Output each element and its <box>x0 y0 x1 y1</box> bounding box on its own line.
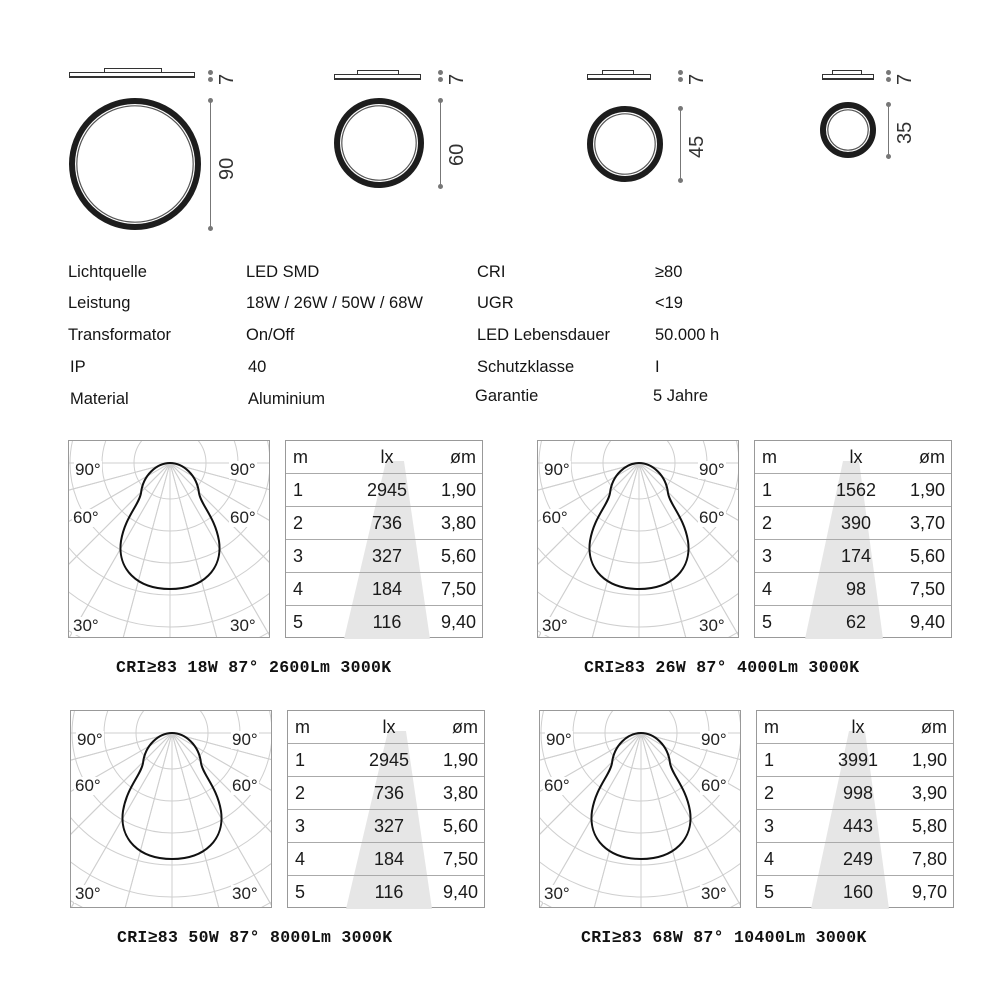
cell-lx: 249 <box>842 849 874 869</box>
photometric-caption: CRI≥83 68W 87° 10400Lm 3000K <box>581 928 867 947</box>
angle-label-60-right: 60° <box>701 776 727 795</box>
height-label: 7 <box>894 73 916 85</box>
fixture-side-cap <box>832 70 862 74</box>
col-om: øm <box>452 717 478 737</box>
fixture-ring <box>587 106 663 182</box>
cell-m: 2 <box>764 783 775 803</box>
cell-lx: 2945 <box>368 750 410 770</box>
table-row <box>755 540 951 573</box>
cell-lx: 98 <box>845 579 867 599</box>
dimension-dot <box>208 226 213 231</box>
spec-value: 40 <box>248 358 267 376</box>
spec-value: ≥80 <box>655 263 683 281</box>
polar-diagram <box>539 710 741 908</box>
dimension-dot <box>886 77 891 82</box>
cell-om: 5,60 <box>442 816 478 836</box>
spec-label: Material <box>70 390 129 408</box>
cell-lx: 998 <box>842 783 874 803</box>
cell-om: 3,90 <box>911 783 947 803</box>
cell-om: 1,90 <box>442 750 478 770</box>
col-om: øm <box>921 717 947 737</box>
cell-om: 3,80 <box>440 513 476 533</box>
angle-label-90-right: 90° <box>232 730 258 749</box>
angle-label-60-right: 60° <box>232 776 258 795</box>
dimension-dot <box>208 98 213 103</box>
cell-lx: 2945 <box>366 480 408 500</box>
cell-m: 3 <box>293 546 304 566</box>
fixture-side-cap <box>602 70 634 74</box>
angle-label-30-left: 30° <box>75 884 101 903</box>
col-m: m <box>295 717 310 737</box>
fixture-side-view <box>69 72 195 78</box>
spec-label: CRI <box>477 263 506 281</box>
dimension-dot <box>438 70 443 75</box>
cell-lx: 3991 <box>837 750 879 770</box>
col-m: m <box>764 717 779 737</box>
cell-om: 1,90 <box>440 480 476 500</box>
fixture-35 <box>815 60 935 170</box>
cell-m: 4 <box>295 849 306 869</box>
cell-m: 5 <box>295 882 306 902</box>
angle-label-60-right: 60° <box>699 508 725 527</box>
col-lx: lx <box>849 447 863 467</box>
cell-om: 7,50 <box>442 849 478 869</box>
table-row <box>286 507 482 540</box>
dimension-line <box>210 100 211 228</box>
angle-label-90-left: 90° <box>544 460 570 479</box>
angle-label-90-right: 90° <box>701 730 727 749</box>
spec-value: On/Off <box>246 326 295 344</box>
col-om: øm <box>919 447 945 467</box>
photometric-caption: CRI≥83 18W 87° 2600Lm 3000K <box>116 658 392 677</box>
dimension-dot <box>886 102 891 107</box>
cell-lx: 736 <box>371 513 403 533</box>
spec-value: 50.000 h <box>655 326 720 344</box>
diameter-label: 45 <box>686 135 708 158</box>
table-row <box>288 744 484 777</box>
table-row <box>755 573 951 606</box>
cell-m: 1 <box>762 480 773 500</box>
dimension-dot <box>208 70 213 75</box>
table-row <box>757 810 953 843</box>
cell-lx: 116 <box>374 882 404 902</box>
table-row <box>757 843 953 876</box>
dimension-dot <box>438 184 443 189</box>
illuminance-table <box>285 440 483 638</box>
height-label: 7 <box>216 73 238 85</box>
spec-label: Leistung <box>68 294 131 312</box>
cell-om: 3,70 <box>909 513 945 533</box>
angle-label-90-left: 90° <box>75 460 101 479</box>
spec-label: UGR <box>477 294 514 312</box>
dimension-dot <box>208 77 213 82</box>
cell-om: 5,80 <box>911 816 947 836</box>
spec-label: Garantie <box>475 387 539 405</box>
polar-spoke <box>71 730 172 908</box>
photometric-caption: CRI≥83 50W 87° 8000Lm 3000K <box>117 928 393 947</box>
illuminance-table <box>287 710 485 908</box>
cell-om: 9,40 <box>909 612 945 632</box>
angle-label-90-left: 90° <box>546 730 572 749</box>
spec-value: <19 <box>655 294 683 312</box>
cell-om: 9,70 <box>911 882 947 902</box>
angle-label-30-left: 30° <box>73 616 99 635</box>
angle-label-30-right: 30° <box>699 616 725 635</box>
diameter-label: 90 <box>216 157 238 180</box>
table-row <box>286 573 482 606</box>
illuminance-table <box>754 440 952 638</box>
table-row <box>757 744 953 777</box>
cell-lx: 116 <box>372 612 402 632</box>
table-row <box>286 474 482 507</box>
polar-diagram <box>70 710 272 908</box>
cell-lx: 62 <box>845 612 867 632</box>
angle-label-60-left: 60° <box>73 508 99 527</box>
cell-om: 9,40 <box>442 882 478 902</box>
cell-m: 3 <box>295 816 306 836</box>
angle-label-90-right: 90° <box>230 460 256 479</box>
table-row <box>755 606 951 639</box>
cell-om: 5,60 <box>440 546 476 566</box>
table-header <box>755 441 951 474</box>
cell-om: 1,90 <box>911 750 947 770</box>
spec-label: Transformator <box>68 326 171 344</box>
polar-spoke <box>69 460 170 638</box>
polar-spoke <box>538 460 639 638</box>
table-row <box>288 810 484 843</box>
table-row <box>288 777 484 810</box>
cell-m: 3 <box>764 816 775 836</box>
cell-lx: 390 <box>840 513 872 533</box>
cell-om: 1,90 <box>909 480 945 500</box>
cell-m: 2 <box>295 783 306 803</box>
col-m: m <box>293 447 308 467</box>
polar-spoke <box>540 730 641 908</box>
fixture-ring <box>820 102 876 158</box>
fixture-ring <box>69 98 201 230</box>
angle-label-60-left: 60° <box>75 776 101 795</box>
table-row <box>288 843 484 876</box>
cell-m: 5 <box>293 612 304 632</box>
table-header <box>288 711 484 744</box>
cell-m: 1 <box>295 750 306 770</box>
table-header <box>286 441 482 474</box>
cell-lx: 160 <box>842 882 874 902</box>
cell-lx: 736 <box>373 783 405 803</box>
polar-diagram <box>537 440 739 638</box>
dimension-dot <box>678 106 683 111</box>
spec-value: Aluminium <box>248 390 326 408</box>
cell-lx: 1562 <box>835 480 877 500</box>
angle-label-30-right: 30° <box>232 884 258 903</box>
cell-om: 7,80 <box>911 849 947 869</box>
fixture-side-cap <box>357 70 399 74</box>
cell-m: 4 <box>293 579 304 599</box>
cell-m: 2 <box>762 513 773 533</box>
cell-lx: 174 <box>840 546 872 566</box>
col-lx: lx <box>382 717 396 737</box>
angle-label-60-left: 60° <box>542 508 568 527</box>
diameter-label: 35 <box>894 121 916 144</box>
table-row <box>757 876 953 909</box>
dimension-dot <box>678 70 683 75</box>
fixture-side-view <box>334 74 421 80</box>
cell-om: 7,50 <box>440 579 476 599</box>
col-om: øm <box>450 447 476 467</box>
fixture-60 <box>325 60 485 210</box>
cell-lx: 443 <box>842 816 874 836</box>
dimension-dot <box>438 98 443 103</box>
cell-om: 5,60 <box>909 546 945 566</box>
cell-m: 3 <box>762 546 773 566</box>
angle-label-30-right: 30° <box>230 616 256 635</box>
table-row <box>288 876 484 909</box>
cell-m: 4 <box>764 849 775 869</box>
fixture-45 <box>580 60 720 200</box>
cell-lx: 184 <box>373 849 405 869</box>
illuminance-table <box>756 710 954 908</box>
angle-label-60-right: 60° <box>230 508 256 527</box>
col-lx: lx <box>851 717 865 737</box>
fixture-side-view <box>587 74 651 80</box>
spec-value: 5 Jahre <box>653 387 709 405</box>
cell-lx: 327 <box>373 816 405 836</box>
photometric-caption: CRI≥83 26W 87° 4000Lm 3000K <box>584 658 860 677</box>
spec-label: Schutzklasse <box>477 358 575 376</box>
cell-m: 4 <box>762 579 773 599</box>
spec-label: IP <box>70 358 86 376</box>
table-row <box>286 606 482 639</box>
angle-label-30-left: 30° <box>544 884 570 903</box>
cell-m: 5 <box>764 882 775 902</box>
col-lx: lx <box>380 447 394 467</box>
angle-label-90-right: 90° <box>699 460 725 479</box>
cell-m: 1 <box>764 750 775 770</box>
cell-lx: 327 <box>371 546 403 566</box>
cell-m: 5 <box>762 612 773 632</box>
table-row <box>757 777 953 810</box>
dimension-dot <box>678 77 683 82</box>
spec-label: Lichtquelle <box>68 263 147 281</box>
dimension-dot <box>678 178 683 183</box>
cell-m: 1 <box>293 480 304 500</box>
dimension-line <box>680 108 681 180</box>
polar-diagram <box>68 440 270 638</box>
dimension-dot <box>438 77 443 82</box>
table-row <box>286 540 482 573</box>
angle-label-30-left: 30° <box>542 616 568 635</box>
angle-label-90-left: 90° <box>77 730 103 749</box>
dimension-line <box>888 104 889 156</box>
spec-value: 18W / 26W / 50W / 68W <box>246 294 423 312</box>
diameter-label: 60 <box>446 143 468 166</box>
cell-om: 9,40 <box>440 612 476 632</box>
dimension-line <box>440 100 441 186</box>
fixture-side-view <box>822 74 874 80</box>
table-row <box>755 507 951 540</box>
cell-lx: 184 <box>371 579 403 599</box>
dimension-dot <box>886 154 891 159</box>
spec-value: LED SMD <box>246 263 320 281</box>
cell-om: 3,80 <box>442 783 478 803</box>
dimension-dot <box>886 70 891 75</box>
table-header <box>757 711 953 744</box>
height-label: 7 <box>686 73 708 85</box>
spec-value: I <box>655 358 660 376</box>
spec-label: LED Lebensdauer <box>477 326 611 344</box>
table-row <box>755 474 951 507</box>
fixture-side-cap <box>104 68 162 72</box>
angle-label-30-right: 30° <box>701 884 727 903</box>
height-label: 7 <box>446 73 468 85</box>
cell-om: 7,50 <box>909 579 945 599</box>
col-m: m <box>762 447 777 467</box>
cell-m: 2 <box>293 513 304 533</box>
fixture-ring <box>334 98 424 188</box>
fixture-90 <box>60 60 260 240</box>
angle-label-60-left: 60° <box>544 776 570 795</box>
